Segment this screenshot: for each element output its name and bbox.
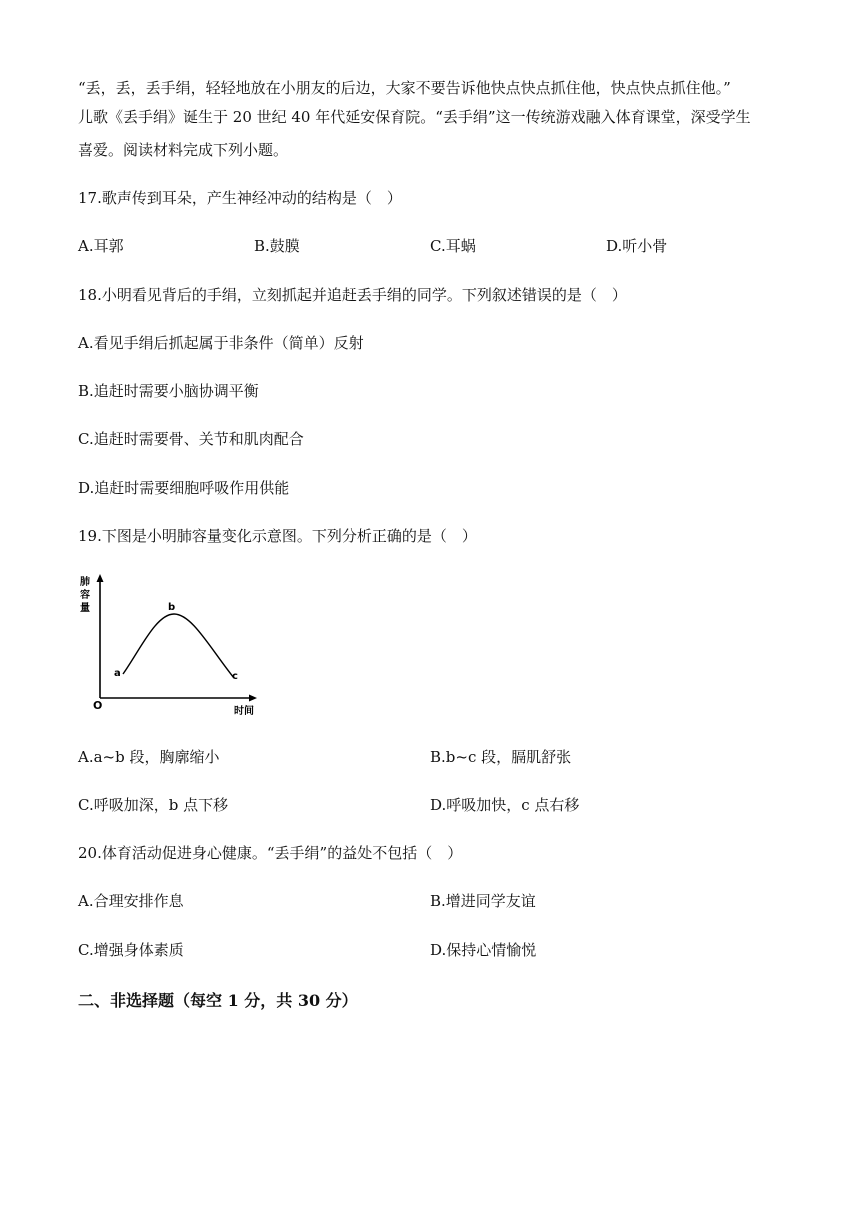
q17-option-d: D.听小骨: [606, 237, 668, 255]
q18-option-a: A.看见手绢后抓起属于非条件（简单）反射: [78, 334, 364, 352]
q20-option-a: A.合理安排作息: [78, 892, 184, 910]
y-axis-arrow: [97, 574, 104, 582]
q20-option-b: B.增进同学友谊: [430, 892, 536, 910]
q18-option-b: B.追赶时需要小脑协调平衡: [78, 382, 259, 400]
intro-line-2: 儿歌《丢手绢》诞生于 20 世纪 40 年代延安保育院。“丢手绢”这一传统游戏融入体育课堂，深受学生: [78, 108, 751, 126]
x-axis-arrow: [249, 695, 257, 702]
lung-volume-figure: [78, 572, 268, 722]
q17-option-c: C.耳蜗: [430, 237, 476, 255]
q17-option-a: A.耳郭: [78, 237, 124, 255]
lung-volume-curve: [123, 614, 234, 678]
q20-option-d: D.保持心情愉悦: [430, 941, 537, 959]
q20-options-row-1: [0, 891, 860, 911]
intro-line-3: 喜爱。阅读材料完成下列小题。: [78, 141, 289, 159]
q19-options-row-1: [0, 747, 860, 767]
q18-option-d: D.追赶时需要细胞呼吸作用供能: [78, 479, 290, 497]
q18-option-c: C.追赶时需要骨、关节和肌肉配合: [78, 430, 304, 448]
q20-option-c: C.增强身体素质: [78, 941, 184, 959]
q19-option-c: C.呼吸加深，b 点下移: [78, 796, 229, 814]
point-b-label: b: [168, 602, 176, 613]
point-c-label: c: [232, 671, 238, 682]
x-axis-label: 时间: [234, 706, 254, 717]
y-label-char-3: 量: [80, 603, 90, 614]
q19-stem: 19.下图是小明肺容量变化示意图。下列分析正确的是（ ）: [78, 527, 477, 545]
intro-line-1: “丢，丢，丢手绢，轻轻地放在小朋友的后边，大家不要告诉他快点快点抓住他，快点快点抓住他。”: [78, 79, 731, 97]
q18-stem: 18.小明看见背后的手绢，立刻抓起并追赶丢手绢的同学。下列叙述错误的是（ ）: [78, 286, 627, 304]
q17-stem: 17.歌声传到耳朵，产生神经冲动的结构是（ ）: [78, 189, 402, 207]
lung-volume-diagram: [78, 572, 268, 722]
q19-option-d: D.呼吸加快，c 点右移: [430, 796, 580, 814]
q19-options-row-2: [0, 795, 860, 815]
point-a-label: a: [114, 668, 121, 679]
y-label-char-2: 容: [80, 590, 90, 601]
q20-options-row-2: [0, 940, 860, 960]
q17-option-b: B.鼓膜: [254, 237, 300, 255]
q20-stem: 20.体育活动促进身心健康。“丢手绢”的益处不包括（ ）: [78, 844, 463, 862]
section-title-non-choice: 二、非选择题（每空 1 分，共 30 分）: [78, 991, 358, 1010]
origin-label: O: [93, 699, 103, 712]
q19-option-b: B.b~c 段，膈肌舒张: [430, 748, 572, 766]
q19-option-a: A.a~b 段，胸廓缩小: [78, 748, 220, 766]
y-label-char-1: 肺: [80, 577, 90, 588]
q17-options: [0, 236, 860, 256]
